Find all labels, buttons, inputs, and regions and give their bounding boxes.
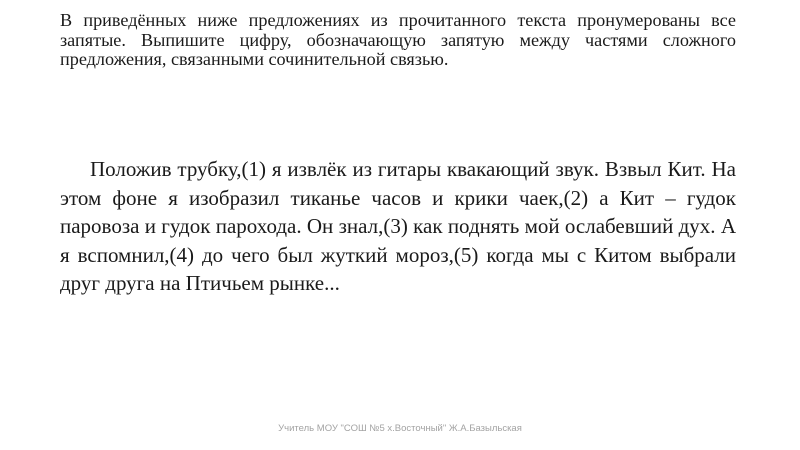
task-instruction: В приведённых ниже предложениях из прочитанного текста пронумерованы все запятые. Выпишите цифру, обозначающую запятую между частями сложного предложения, связанными сочинительной связью. <box>60 10 736 70</box>
text-passage: Положив трубку,(1) я извлёк из гитары квакающий звук. Взвыл Кит. На этом фоне я изобразил тиканье часов и крики чаек,(2) а Кит – гудок паровоза и гудок парохода. Он знал,(3) как поднять мой ослабевший дух. А я вспомнил,(4) до чего был жуткий мороз,(5) когда мы с Китом выбрали друг друга на Птичьем рынке... <box>60 157 736 296</box>
author-footer: Учитель МОУ "СОШ №5 х.Восточный" Ж.А.Базыльская <box>278 423 522 434</box>
